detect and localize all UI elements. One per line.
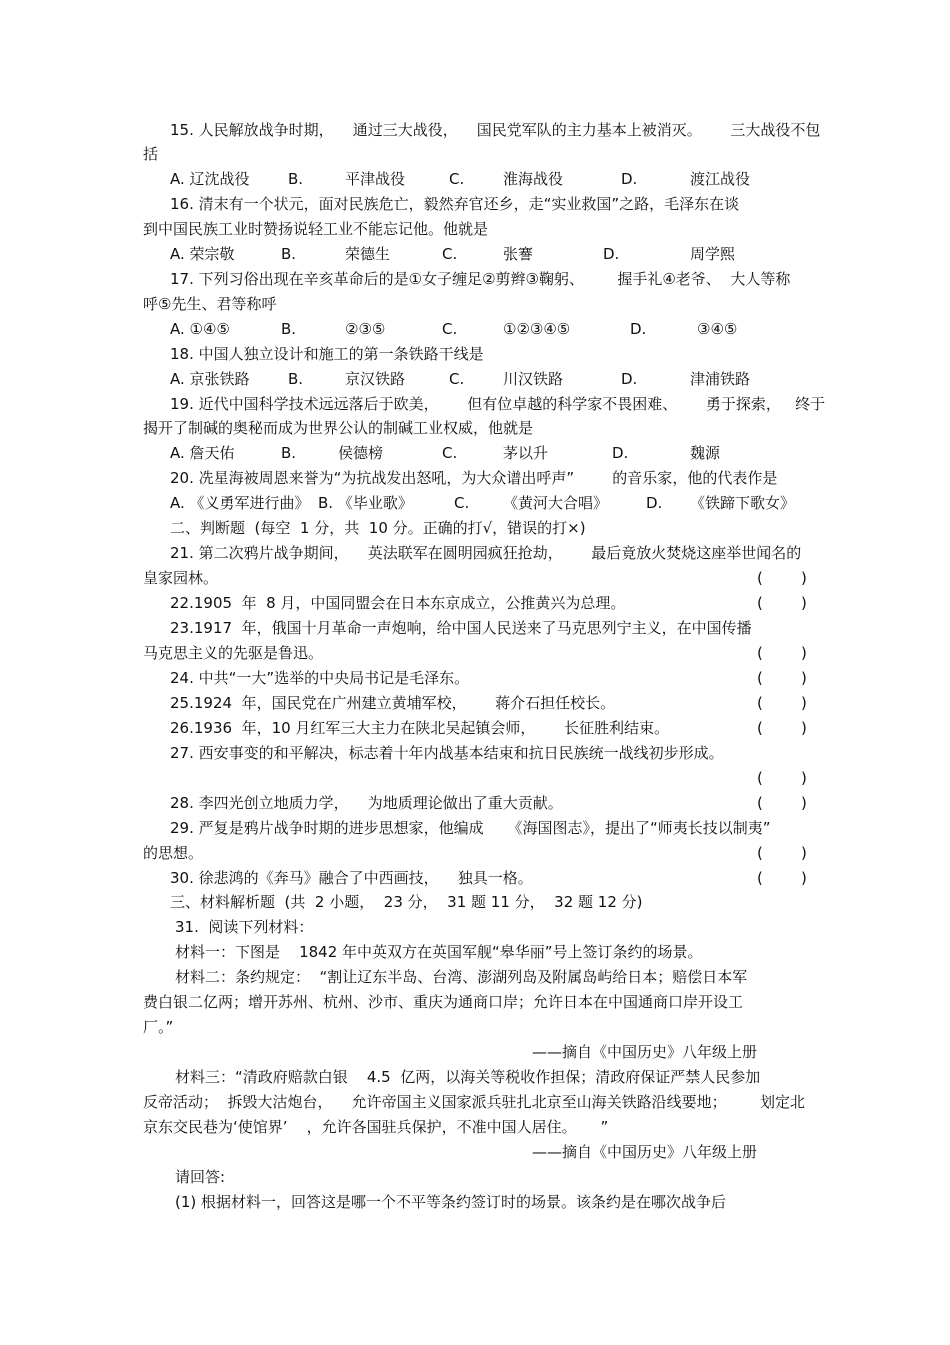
- q30-stem: 30. 徐悲鸿的《奔马》融合了中西画技， 独具一格。: [170, 869, 533, 887]
- q29-stem-cont: 的思想。: [143, 844, 204, 862]
- material-3-line2: 反帝活动； 拆毁大沽炮台， 允许帝国主义国家派兵驻扎北京至山海关铁路沿线要地； 划定北: [143, 1093, 805, 1111]
- q17-option-c-letter: C.: [442, 320, 458, 338]
- q23-stem: 23.1917 年，俄国十月革命一声炮响，给中国人民送来了马克思列宁主义，在中国传播: [170, 619, 752, 637]
- q16-option-c: 张謇: [503, 245, 534, 263]
- q29-stem: 29. 严复是鸦片战争时期的进步思想家，他编成 《海国图志》，提出了“师夷长技以制夷”: [170, 819, 771, 837]
- q15-option-c: 淮海战役: [503, 170, 564, 188]
- material-1: 材料一：下图是 1842 年中英双方在英国军舰“皋华丽”号上签订条约的场景。: [175, 943, 703, 961]
- q19-option-c: 茅以升: [503, 444, 549, 462]
- material-3-source: ——摘自《中国历史》八年级上册: [532, 1143, 758, 1161]
- material-2-line1: 材料二：条约规定： “割让辽东半岛、台湾、澎湖列岛及附属岛屿给日本；赔偿日本军: [175, 968, 748, 986]
- q20-option-d: 《铁蹄下歌女》: [690, 494, 796, 512]
- q27-stem: 27. 西安事变的和平解决，标志着十年内战基本结束和抗日民族统一战线初步形成。: [170, 744, 724, 762]
- section-3-title: 三、材料解析题 (共 2 小题， 23 分， 31 题 11 分， 32 题 12 分): [170, 893, 643, 911]
- q16-option-b: 荣德生: [345, 245, 391, 263]
- q15-stem-cont: 括: [143, 145, 159, 163]
- q16-option-a: A. 荣宗敬: [170, 245, 235, 263]
- q15-option-d: 渡江战役: [690, 170, 751, 188]
- q16-option-b-letter: B.: [281, 245, 297, 263]
- q23-stem-cont: 马克思主义的先驱是鲁迅。: [143, 644, 324, 662]
- q17-stem-cont: 呼⑤先生、君等称呼: [143, 295, 277, 313]
- q19-option-d-letter: D.: [612, 444, 629, 462]
- q21-stem: 21. 第二次鸦片战争期间， 英法联军在圆明园疯狂抢劫， 最后竟放火焚烧这座举世闻名的: [170, 544, 802, 562]
- q25-answer-paren[interactable]: ( ): [757, 694, 807, 712]
- material-2-source: ——摘自《中国历史》八年级上册: [532, 1043, 758, 1061]
- q22-stem: 22.1905 年 8 月，中国同盟会在日本东京成立，公推黄兴为总理。: [170, 594, 626, 612]
- q16-stem-cont: 到中国民族工业时赞扬说轻工业不能忘记他。他就是: [143, 220, 489, 238]
- q20-option-a: A. 《义勇军进行曲》: [170, 494, 310, 512]
- section-2-title: 二、判断题 (每空 1 分，共 10 分。正确的打√，错误的打×): [170, 519, 586, 537]
- q20-option-c-letter: C.: [454, 494, 470, 512]
- q17-option-d: ③④⑤: [697, 320, 738, 338]
- q19-stem: 19. 近代中国科学技术远远落后于欧美， 但有位卓越的科学家不畏困难、 勇于探索， 终于: [170, 395, 826, 413]
- q17-option-d-letter: D.: [630, 320, 647, 338]
- q21-stem-cont: 皇家园林。: [143, 569, 219, 587]
- q20-stem: 20. 冼星海被周恩来誉为“为抗战发出怒吼，为大众谱出呼声” 的音乐家，他的代表作是: [170, 469, 778, 487]
- q18-option-d-letter: D.: [621, 370, 638, 388]
- q19-option-b: 侯德榜: [338, 444, 384, 462]
- q23-answer-paren[interactable]: ( ): [757, 644, 807, 662]
- q15-option-b: 平津战役: [345, 170, 406, 188]
- q17-stem: 17. 下列习俗出现在辛亥革命后的是①女子缠足②剪辫③鞠躬、 握手礼④老爷、 大人等称: [170, 270, 791, 288]
- q29-answer-paren[interactable]: ( ): [757, 844, 807, 862]
- material-3-line3: 京东交民巷为‘使馆界’ ，允许各国驻兵保护，不准中国人居住。 ”: [143, 1118, 609, 1136]
- q17-option-c: ①②③④⑤: [503, 320, 571, 338]
- material-2-line3: 厂。”: [143, 1018, 174, 1036]
- answer-prompt: 请回答:: [175, 1168, 226, 1186]
- q16-option-c-letter: C.: [442, 245, 458, 263]
- q18-option-b-letter: B.: [288, 370, 304, 388]
- q24-answer-paren[interactable]: ( ): [757, 669, 807, 687]
- q26-answer-paren[interactable]: ( ): [757, 719, 807, 737]
- q19-option-b-letter: B.: [281, 444, 297, 462]
- q15-option-b-letter: B.: [288, 170, 304, 188]
- q19-option-c-letter: C.: [442, 444, 458, 462]
- q19-option-a: A. 詹天佑: [170, 444, 235, 462]
- q15-option-a: A. 辽沈战役: [170, 170, 250, 188]
- q17-option-b: ②③⑤: [345, 320, 386, 338]
- q15-stem: 15. 人民解放战争时期， 通过三大战役， 国民党军队的主力基本上被消灭。 三大战役不包: [170, 121, 821, 139]
- material-3-line1: 材料三：“清政府赔款白银 4.5 亿两，以海关等税收作担保；清政府保证严禁人民参加: [175, 1068, 761, 1086]
- q18-option-a: A. 京张铁路: [170, 370, 250, 388]
- q24-stem: 24. 中共“一大”选举的中央局书记是毛泽东。: [170, 669, 470, 687]
- q26-stem: 26.1936 年，10 月红军三大主力在陕北吴起镇会师， 长征胜利结束。: [170, 719, 670, 737]
- q18-option-b: 京汉铁路: [345, 370, 406, 388]
- q25-stem: 25.1924 年，国民党在广州建立黄埔军校， 蒋介石担任校长。: [170, 694, 616, 712]
- q20-option-b: B. 《毕业歌》: [318, 494, 413, 512]
- q16-stem: 16. 清末有一个状元，面对民族危亡，毅然弃官还乡，走“实业救国”之路，毛泽东在谈: [170, 195, 740, 213]
- material-2-line2: 费白银二亿两；增开苏州、杭州、沙市、重庆为通商口岸；允许日本在中国通商口岸开设工: [143, 993, 744, 1011]
- q16-option-d: 周学熙: [690, 245, 736, 263]
- q20-option-d-letter: D.: [646, 494, 663, 512]
- q17-option-a: A. ①④⑤: [170, 320, 230, 338]
- q20-option-c: 《黄河大合唱》: [503, 494, 609, 512]
- q16-option-d-letter: D.: [603, 245, 620, 263]
- q27-answer-paren[interactable]: ( ): [757, 769, 807, 787]
- q15-option-d-letter: D.: [621, 170, 638, 188]
- q15-option-c-letter: C.: [449, 170, 465, 188]
- q18-option-c: 川汉铁路: [503, 370, 564, 388]
- q17-option-b-letter: B.: [281, 320, 297, 338]
- q30-answer-paren[interactable]: ( ): [757, 869, 807, 887]
- q19-stem-cont: 揭开了制碱的奥秘而成为世界公认的制碱工业权威，他就是: [143, 419, 534, 437]
- q22-answer-paren[interactable]: ( ): [757, 594, 807, 612]
- q18-option-c-letter: C.: [449, 370, 465, 388]
- q19-option-d: 魏源: [690, 444, 721, 462]
- q31-sub-question-1: (1) 根据材料一，回答这是哪一个不平等条约签订时的场景。该条约是在哪次战争后: [175, 1193, 727, 1211]
- q18-stem: 18. 中国人独立设计和施工的第一条铁路干线是: [170, 345, 484, 363]
- q28-answer-paren[interactable]: ( ): [757, 794, 807, 812]
- q28-stem: 28. 李四光创立地质力学， 为地质理论做出了重大贡献。: [170, 794, 563, 812]
- q18-option-d: 津浦铁路: [690, 370, 751, 388]
- q21-answer-paren[interactable]: ( ): [757, 569, 807, 587]
- q31-intro: 31. 阅读下列材料：: [175, 918, 314, 936]
